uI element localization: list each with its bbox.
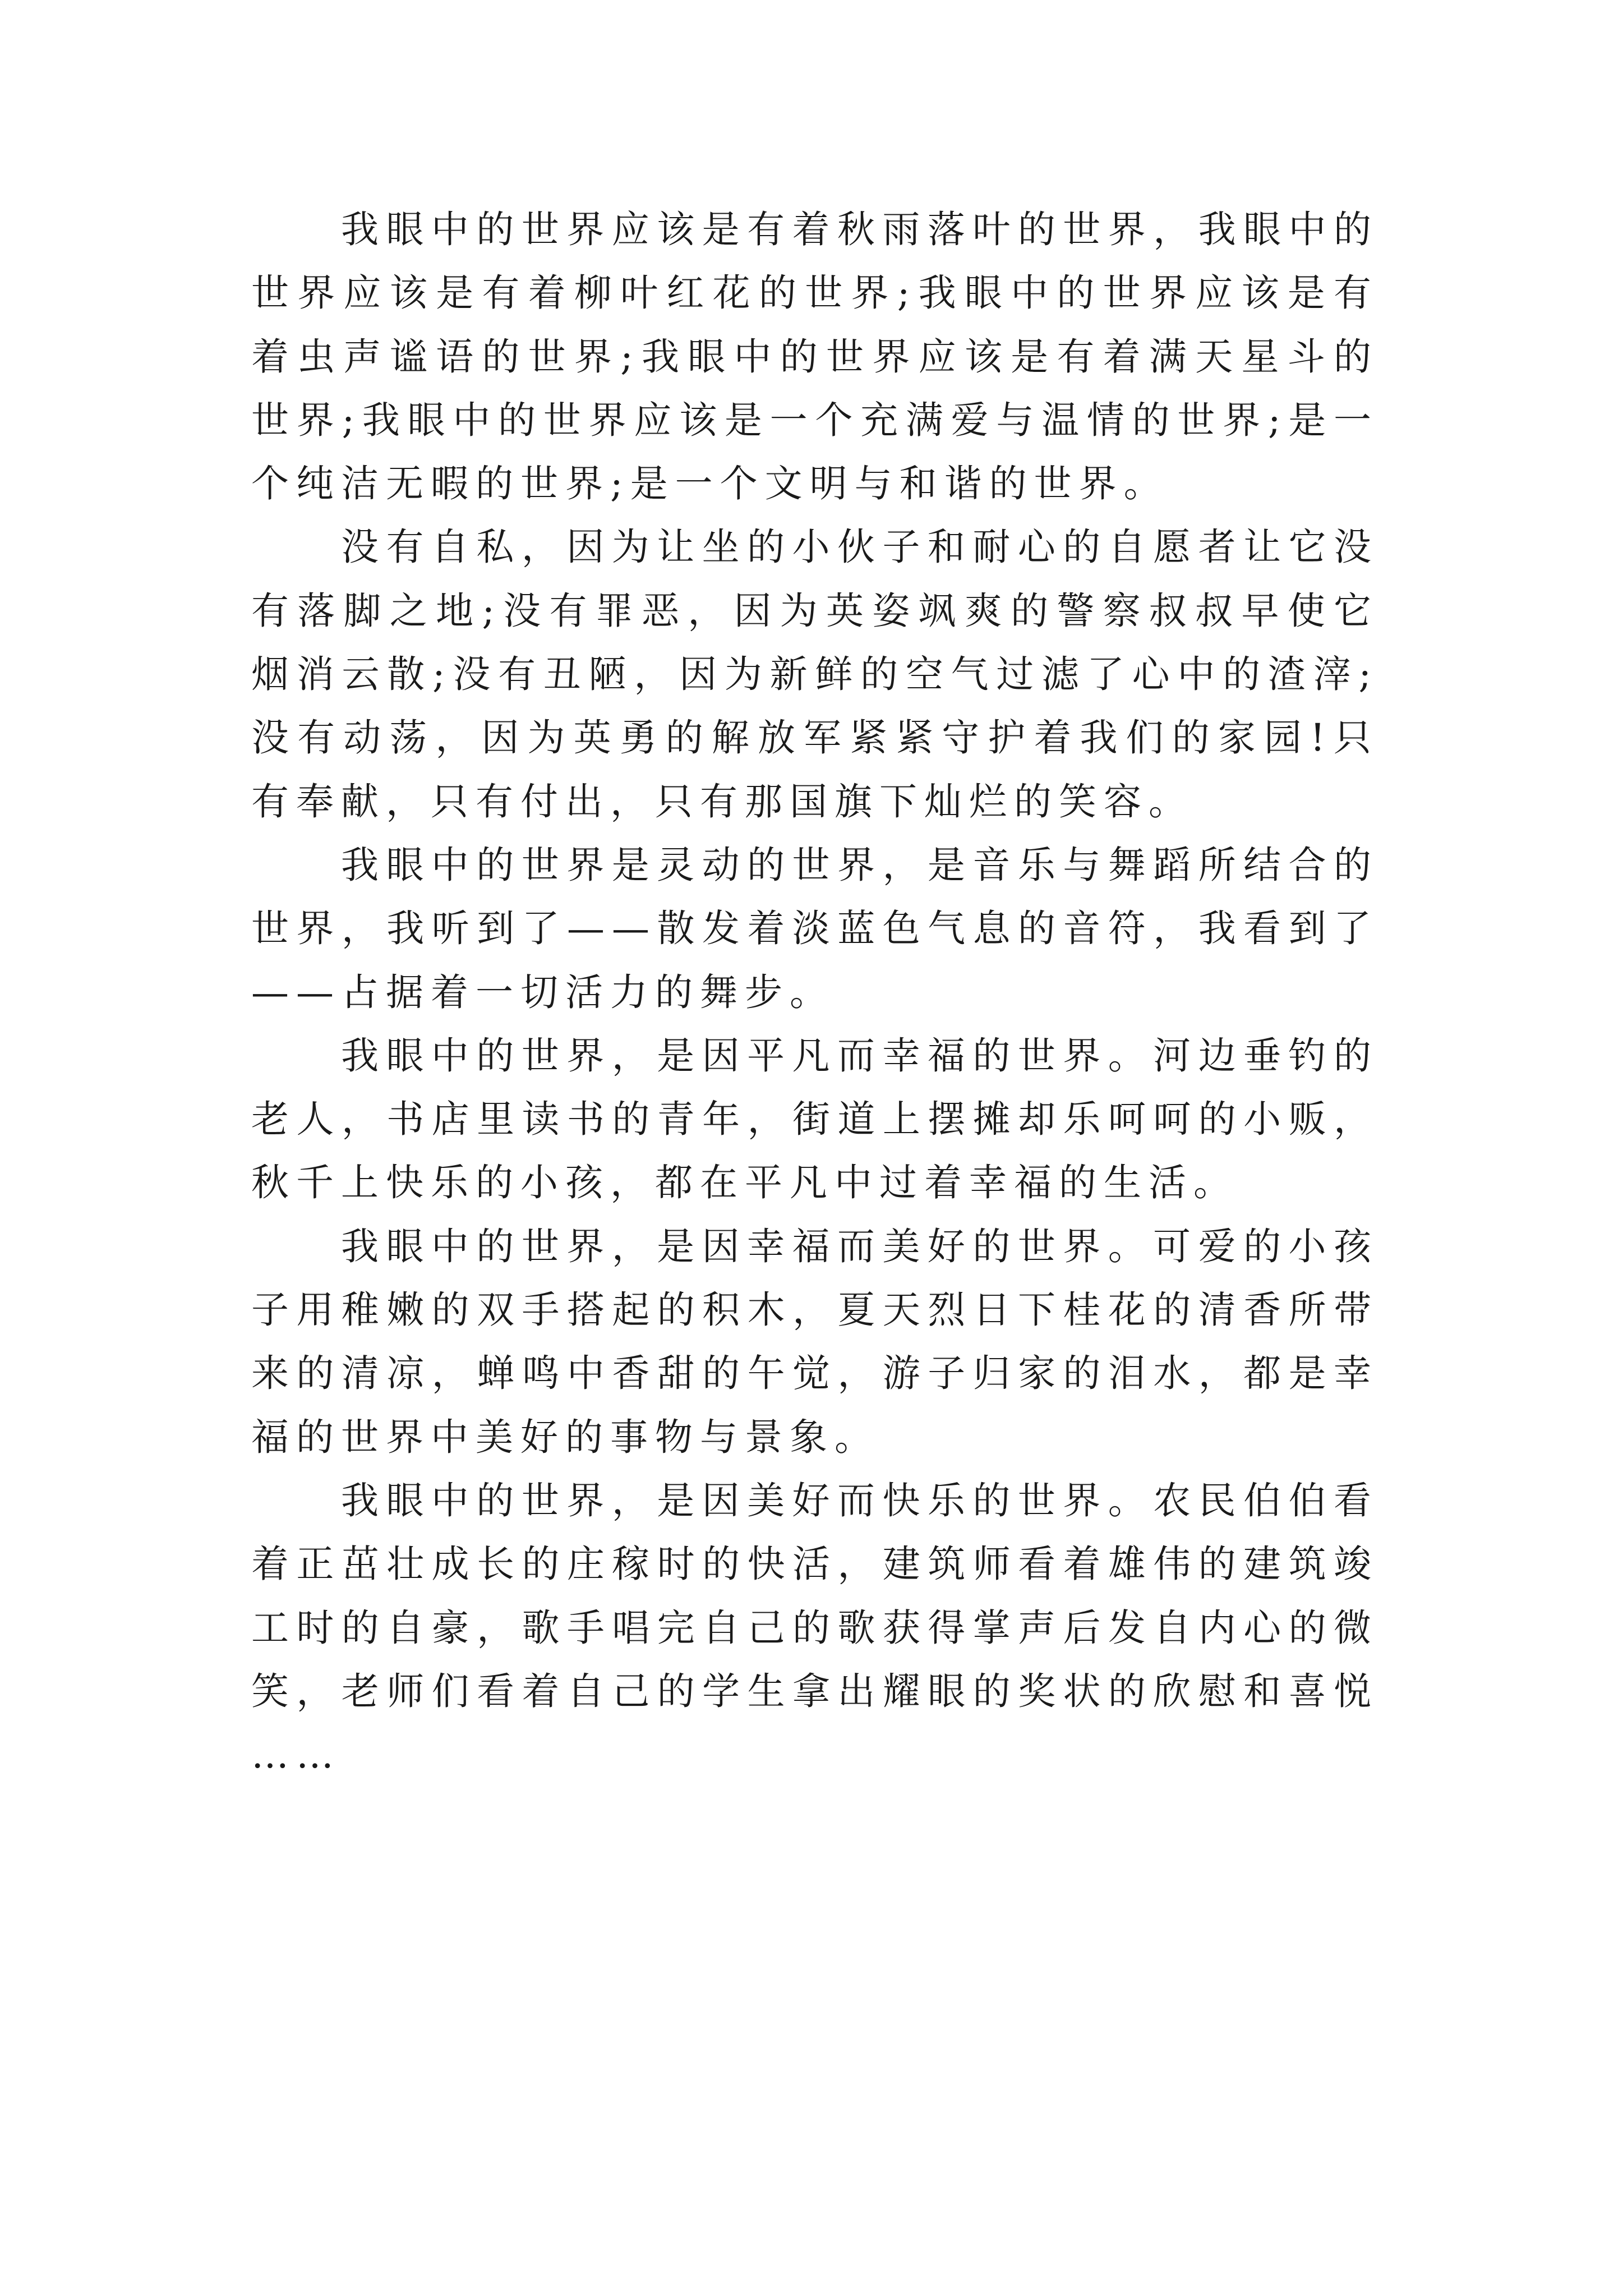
paragraph-5: 我眼中的世界，是因幸福而美好的世界。可爱的小孩子用稚嫩的双手搭起的积木，夏天烈日下桂花的清香所带来的清凉，蝉鸣中香甜的午觉，游子归家的泪水，都是幸福的世界中美好的事物与景象。: [251, 1224, 1378, 1459]
paragraph-4: 我眼中的世界，是因平凡而幸福的世界。河边垂钓的老人，书店里读书的青年，街道上摆摊却乐呵呵的小贩，秋千上快乐的小孩，都在平凡中过着幸福的生活。: [251, 1033, 1378, 1205]
paragraph-6: 我眼中的世界，是因美好而快乐的世界。农民伯伯看着正茁壮成长的庄稼时的快活，建筑师看着雄伟的建筑竣工时的自豪，歌手唱完自己的歌获得掌声后发自内心的微笑，老师们看着自己的学生拿出耀眼的奖状的欣慰和喜悦……: [251, 1478, 1378, 1777]
paragraph-2: 没有自私，因为让坐的小伙子和耐心的自愿者让它没有落脚之地;没有罪恶，因为英姿飒爽的警察叔叔早使它烟消云散;没有丑陋，因为新鲜的空气过滤了心中的渣滓;没有动荡，因为英勇的解放军紧紧守护着我们的家园!只有奉献，只有付出，只有那国旗下灿烂的笑容。: [251, 525, 1378, 823]
paragraph-1: 我眼中的世界应该是有着秋雨落叶的世界，我眼中的世界应该是有着柳叶红花的世界;我眼中的世界应该是有着虫声谧语的世界;我眼中的世界应该是有着满天星斗的世界;我眼中的世界应该是一个充满爱与温情的世界;是一个纯洁无暇的世界;是一个文明与和谐的世界。: [251, 208, 1378, 506]
paragraph-3: 我眼中的世界是灵动的世界，是音乐与舞蹈所结合的世界，我听到了——散发着淡蓝色气息的音符，我看到了——占据着一切活力的舞步。: [251, 843, 1378, 1014]
document-body: [251, 198, 1378, 1787]
